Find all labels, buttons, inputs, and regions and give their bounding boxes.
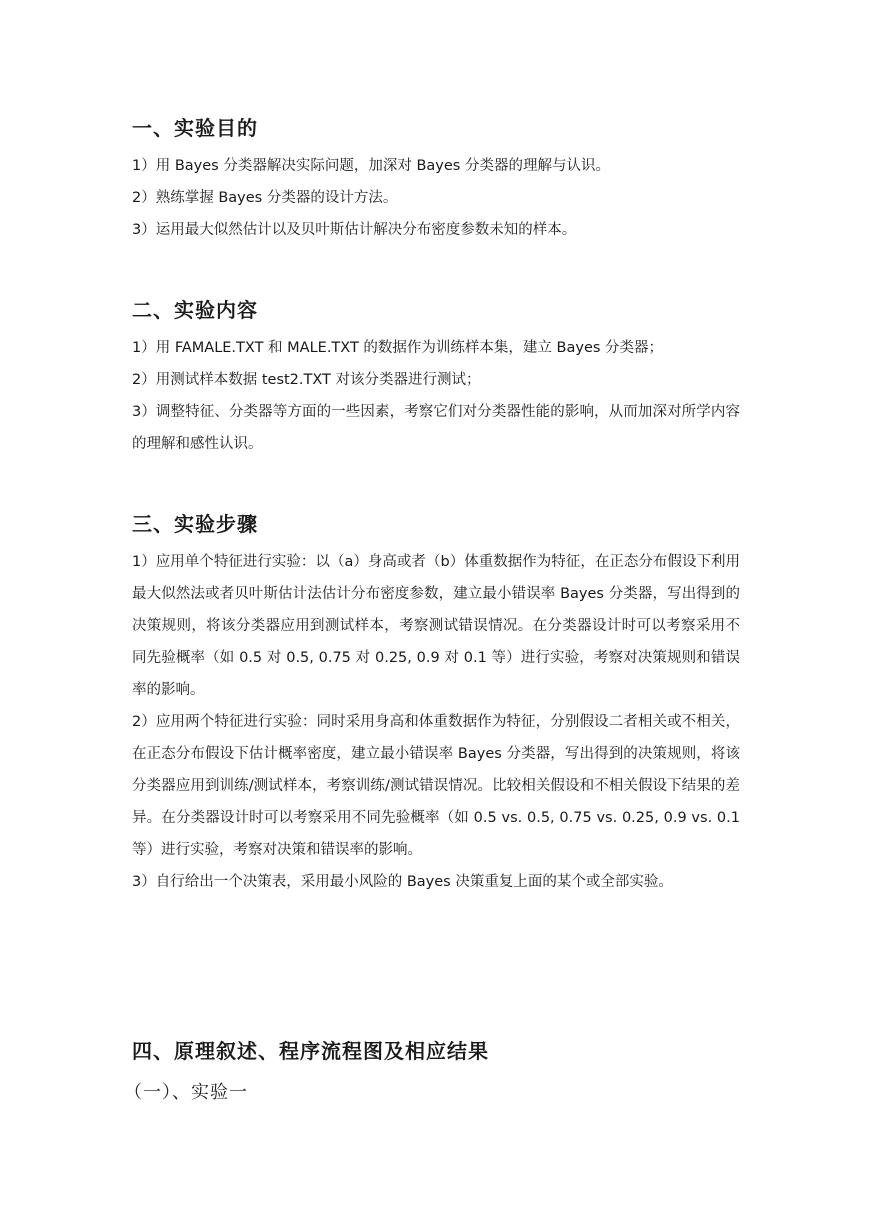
list-item: 3）运用最大似然估计以及贝叶斯估计解决分布密度参数未知的样本。 bbox=[132, 222, 577, 238]
section-principles bbox=[132, 1037, 740, 1065]
section-steps bbox=[132, 510, 740, 898]
list-item: 2）应用两个特征进行实验：同时采用身高和体重数据作为特征，分别假设二者相关或不相关，在正态分布假设下估计概率密度，建立最小错误率 Bayes 分类器，写出得到的决策规则，将该分类器应用到训练/测试样本，考察训练/测试错误情况。比较相关假设和不相关假设下结果的差异。在分类器设计时可以考察采用不同先验概率（如 0.5 vs. 0.5, 0.75 vs. 0.25, 0.9 vs. 0.1 等）进行实验，考察对决策和错误率的影响。 bbox=[132, 714, 740, 858]
section-objectives bbox=[132, 114, 740, 246]
list-item: 3）调整特征、分类器等方面的一些因素，考察它们对分类器性能的影响，从而加深对所学内容的理解和感性认识。 bbox=[132, 404, 740, 452]
list-item: 2）熟练掌握 Bayes 分类器的设计方法。 bbox=[132, 190, 398, 206]
subsection-heading: （一）、实验一 bbox=[124, 1082, 248, 1103]
list-item: 1）用 Bayes 分类器解决实际问题，加深对 Bayes 分类器的理解与认识。 bbox=[132, 158, 610, 174]
section-heading: 二、实验内容 bbox=[132, 298, 258, 322]
section-heading: 三、实验步骤 bbox=[132, 512, 258, 536]
list-item: 1）用 FAMALE.TXT 和 MALE.TXT 的数据作为训练样本集，建立 Bayes 分类器； bbox=[132, 340, 664, 356]
section-content bbox=[132, 296, 740, 460]
section-heading: 一、实验目的 bbox=[132, 116, 258, 140]
list-item: 3）自行给出一个决策表，采用最小风险的 Bayes 决策重复上面的某个或全部实验。 bbox=[132, 874, 673, 890]
list-item: 1）应用单个特征进行实验：以（a）身高或者（b）体重数据作为特征，在正态分布假设下利用最大似然法或者贝叶斯估计法估计分布密度参数，建立最小错误率 Bayes 分类器，写出得到的决策规则，将该分类器应用到测试样本，考察测试错误情况。在分类器设计时可以考察采用不同先验概率（如 0.5 对 0.5, 0.75 对 0.25, 0.9 对 0.1 等）进行实验，考察对决策规则和错误率的影响。 bbox=[132, 554, 740, 698]
section-heading: 四、原理叙述、程序流程图及相应结果 bbox=[132, 1039, 489, 1063]
list-item: 2）用测试样本数据 test2.TXT 对该分类器进行测试； bbox=[132, 372, 481, 388]
